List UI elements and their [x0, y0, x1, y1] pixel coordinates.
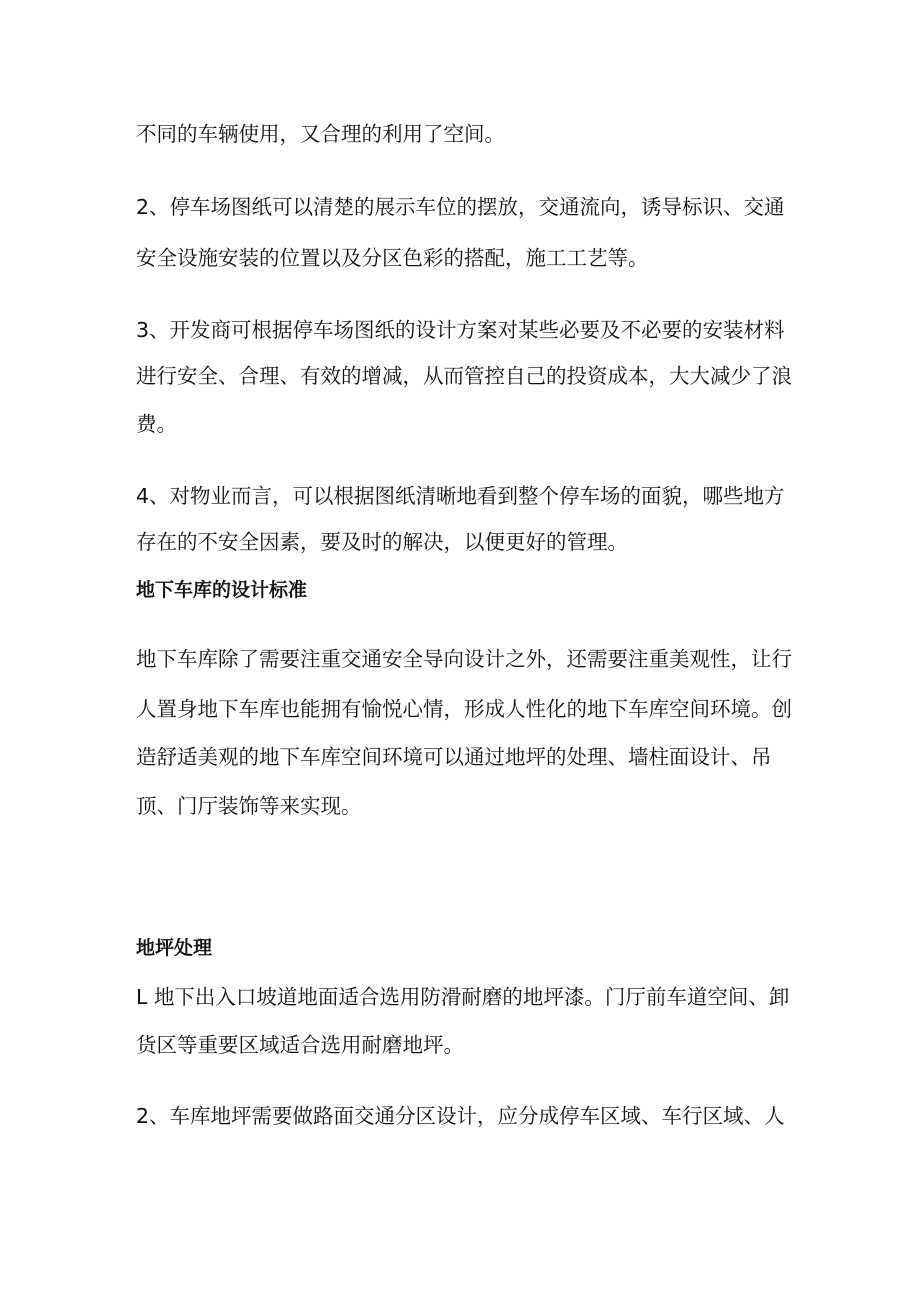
paragraph-4-line-1: 4、对物业而言，可以根据图纸清晰地看到整个停车场的面貌，哪些地方	[136, 484, 785, 508]
paragraph-4-line-2: 存在的不安全因素，要及时的解决，以便更好的管理。	[136, 530, 628, 554]
paragraph-6-line-2: 货区等重要区域适合选用耐磨地坪。	[136, 1033, 464, 1057]
paragraph-5-line-3: 造舒适美观的地下车库空间环境可以通过地坪的处理、墙柱面设计、吊	[136, 745, 772, 769]
paragraph-6-line-1: L 地下出入口坡道地面适合选用防滑耐磨的地坪漆。门厅前车道空间、卸	[136, 985, 790, 1009]
paragraph-5-line-4: 顶、门厅装饰等来实现。	[136, 794, 362, 818]
section-heading-floor-treatment: 地坪处理	[136, 937, 213, 959]
paragraph-1-line-1: 不同的车辆使用，又合理的利用了空间。	[136, 122, 505, 146]
paragraph-3-line-3: 费。	[136, 412, 177, 436]
paragraph-2-line-1: 2、停车场图纸可以清楚的展示车位的摆放，交通流向，诱导标识、交通	[136, 195, 785, 219]
paragraph-5-line-1: 地下车库除了需要注重交通安全导向设计之外，还需要注重美观性，让行	[136, 647, 792, 671]
paragraph-3-line-2: 进行安全、合理、有效的增减，从而管控自己的投资成本，大大减少了浪	[136, 364, 792, 388]
paragraph-2-line-2: 安全设施安装的位置以及分区色彩的搭配，施工工艺等。	[136, 246, 649, 270]
paragraph-3-line-1: 3、开发商可根据停车场图纸的设计方案对某些必要及不必要的安装材料	[136, 318, 785, 342]
paragraph-7-line-1: 2、车库地坪需要做路面交通分区设计，应分成停车区域、车行区域、人	[136, 1104, 785, 1128]
paragraph-5-line-2: 人置身地下车库也能拥有愉悦心情，形成人性化的地下车库空间环境。创	[136, 697, 792, 721]
section-heading-design-standard: 地下车库的设计标准	[136, 579, 308, 601]
